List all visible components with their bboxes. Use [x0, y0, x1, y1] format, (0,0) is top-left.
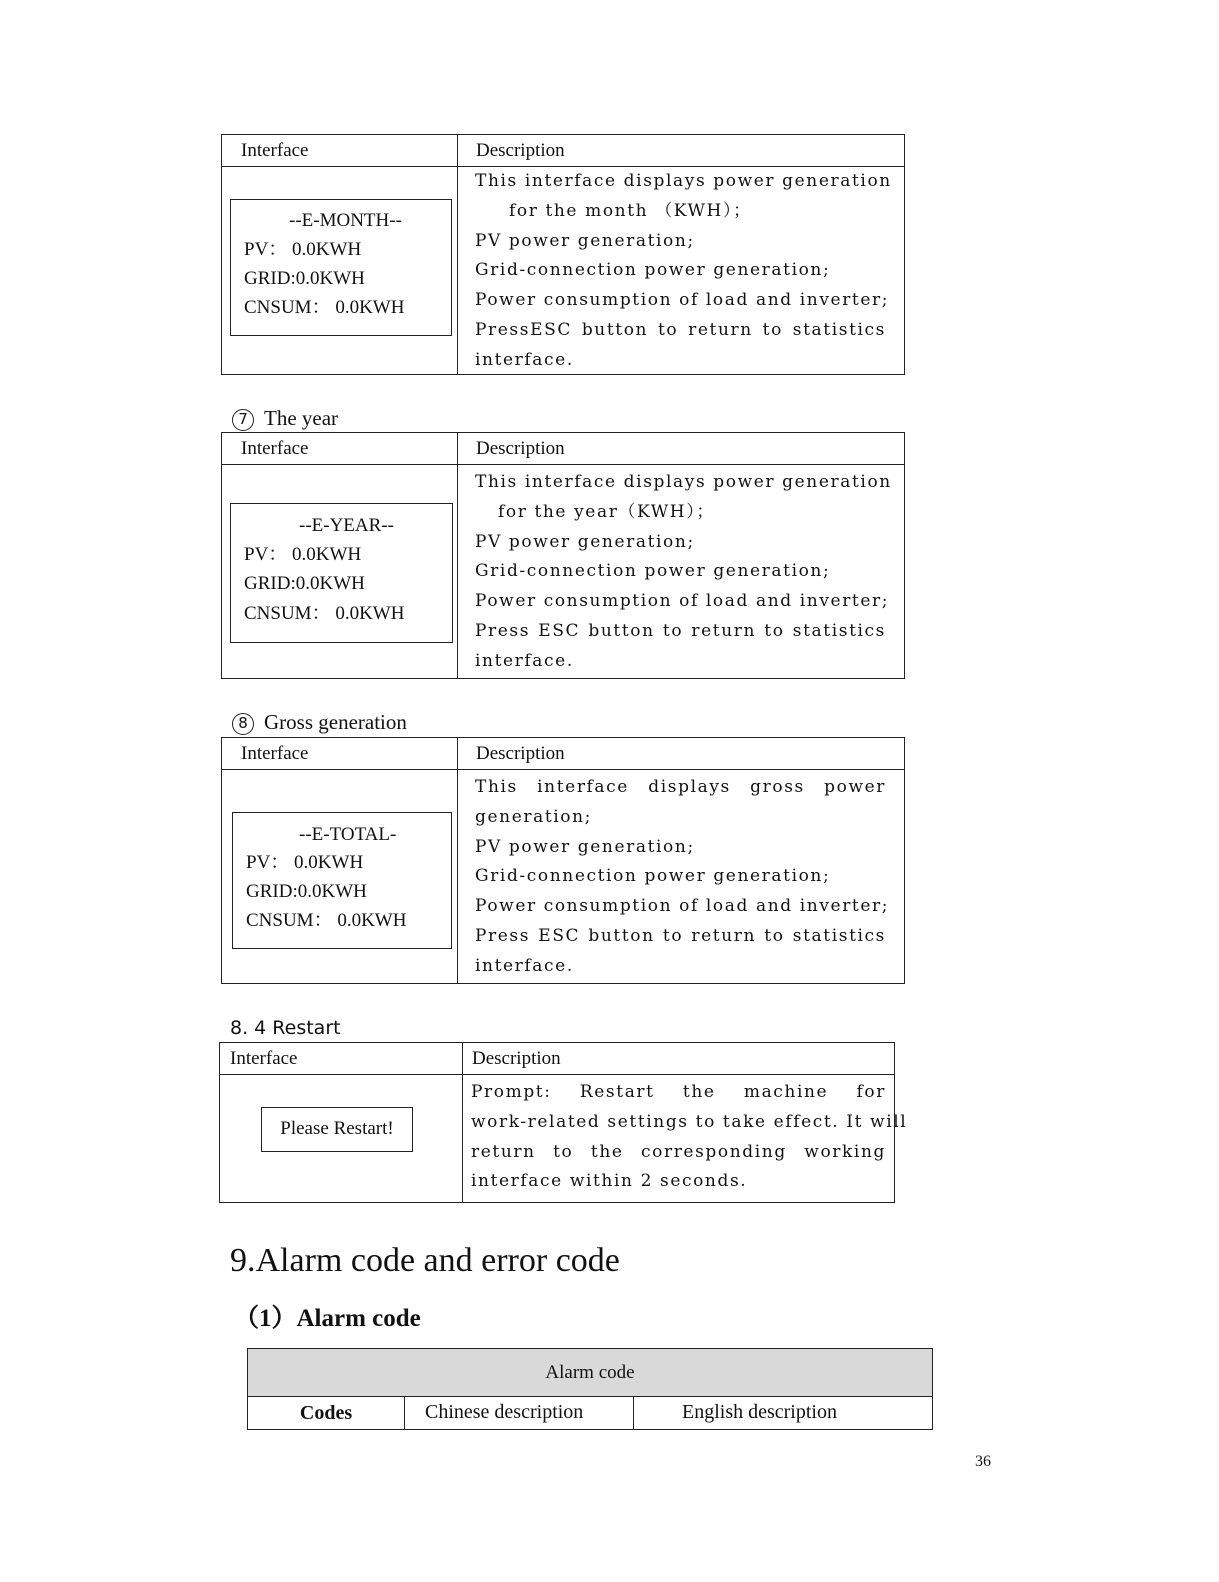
- month-desc-line: for the month （KWH）；: [509, 200, 752, 221]
- please-restart-prompt: [261, 1107, 413, 1152]
- restart-section-title: 8. 4 Restart: [230, 1017, 341, 1039]
- month-desc-line: PV power generation;: [475, 230, 695, 251]
- restart-desc-line: return to the corresponding working: [471, 1141, 886, 1162]
- month-desc-line: This interface displays power generation: [475, 171, 892, 191]
- year-display-grid: GRID:0.0KWH: [244, 573, 365, 594]
- year-desc-line: Power consumption of load and inverter;: [475, 591, 890, 612]
- gross-display-grid: GRID:0.0KWH: [246, 881, 367, 902]
- chapter-heading: 9.Alarm code and error code: [230, 1242, 620, 1279]
- restart-desc-line: work-related settings to take effect. It will: [471, 1111, 908, 1132]
- alarm-table-title-row: [248, 1349, 932, 1397]
- year-desc-line: for the year（KWH）；: [498, 501, 715, 522]
- restart-description: [471, 1078, 908, 1197]
- year-display-cnsum: CNSUM： 0.0KWH: [244, 603, 405, 624]
- month-header-interface: Interface: [241, 140, 309, 161]
- circled-number-8: 8: [232, 713, 254, 735]
- month-table: [221, 134, 905, 375]
- gross-display-title: --E-TOTAL-: [299, 824, 397, 845]
- please-restart-label: Please Restart!: [280, 1118, 394, 1139]
- year-header-description: Description: [476, 438, 565, 459]
- month-desc-line: Grid-connection power generation;: [475, 260, 831, 281]
- month-display-title: --E-MONTH--: [289, 210, 402, 231]
- gross-table: [221, 737, 905, 984]
- gross-desc-line: Press ESC button to return to statistics: [475, 925, 886, 946]
- column-codes: Codes: [299, 1402, 353, 1424]
- month-desc-line: interface.: [475, 349, 574, 370]
- year-section-title: [232, 404, 338, 432]
- gross-desc-line: Power consumption of load and inverter;: [475, 896, 890, 917]
- alarm-code-table: [247, 1348, 933, 1430]
- gross-description: [475, 773, 890, 982]
- month-description: [475, 167, 892, 376]
- restart-desc-line: interface within 2 seconds.: [471, 1171, 748, 1192]
- gross-desc-line: PV power generation;: [475, 836, 695, 857]
- year-description: [475, 468, 892, 677]
- year-desc-line: Grid-connection power generation;: [475, 561, 831, 582]
- gross-title-text: Gross generation: [264, 710, 407, 734]
- year-display-panel: [230, 503, 453, 643]
- gross-header-description: Description: [476, 743, 565, 764]
- column-chinese-description: Chinese description: [425, 1401, 584, 1423]
- column-english-description: English description: [682, 1401, 837, 1423]
- year-header-interface: Interface: [241, 438, 309, 459]
- gross-display-pv: PV： 0.0KWH: [246, 852, 364, 873]
- alarm-table-title: Alarm code: [545, 1362, 635, 1383]
- year-display-pv: PV： 0.0KWH: [244, 544, 362, 565]
- month-header-description: Description: [476, 140, 565, 161]
- circled-number-7: 7: [232, 409, 254, 431]
- month-desc-line: PressESC button to return to statistics: [475, 319, 886, 340]
- year-title-text: The year: [264, 406, 339, 430]
- month-display-panel: [230, 199, 452, 336]
- restart-table: [219, 1042, 908, 1203]
- year-desc-line: Press ESC button to return to statistics: [475, 620, 886, 641]
- month-display-pv: PV： 0.0KWH: [244, 239, 362, 260]
- gross-desc-line: This interface displays gross power: [475, 777, 886, 797]
- restart-header-interface: Interface: [230, 1048, 298, 1069]
- gross-desc-line: Grid-connection power generation;: [475, 866, 831, 887]
- gross-desc-line: generation;: [475, 806, 592, 827]
- gross-section-title: [232, 708, 407, 736]
- page-number: 36: [975, 1453, 991, 1470]
- month-display-cnsum: CNSUM： 0.0KWH: [244, 297, 405, 318]
- month-display-grid: GRID:0.0KWH: [244, 268, 365, 289]
- gross-desc-line: interface.: [475, 955, 574, 976]
- restart-desc-line: Prompt: Restart the machine for: [471, 1082, 886, 1102]
- alarm-code-subheading: （1）Alarm code: [234, 1305, 421, 1332]
- gross-display-panel: [232, 812, 452, 949]
- gross-header-interface: Interface: [241, 743, 309, 764]
- year-desc-line: interface.: [475, 650, 574, 671]
- restart-header-description: Description: [472, 1048, 561, 1069]
- month-desc-line: Power consumption of load and inverter;: [475, 290, 890, 311]
- year-desc-line: PV power generation;: [475, 531, 695, 552]
- year-table: [221, 432, 905, 679]
- year-desc-line: This interface displays power generation: [475, 472, 892, 492]
- gross-display-cnsum: CNSUM： 0.0KWH: [246, 910, 407, 931]
- year-display-title: --E-YEAR--: [299, 515, 394, 536]
